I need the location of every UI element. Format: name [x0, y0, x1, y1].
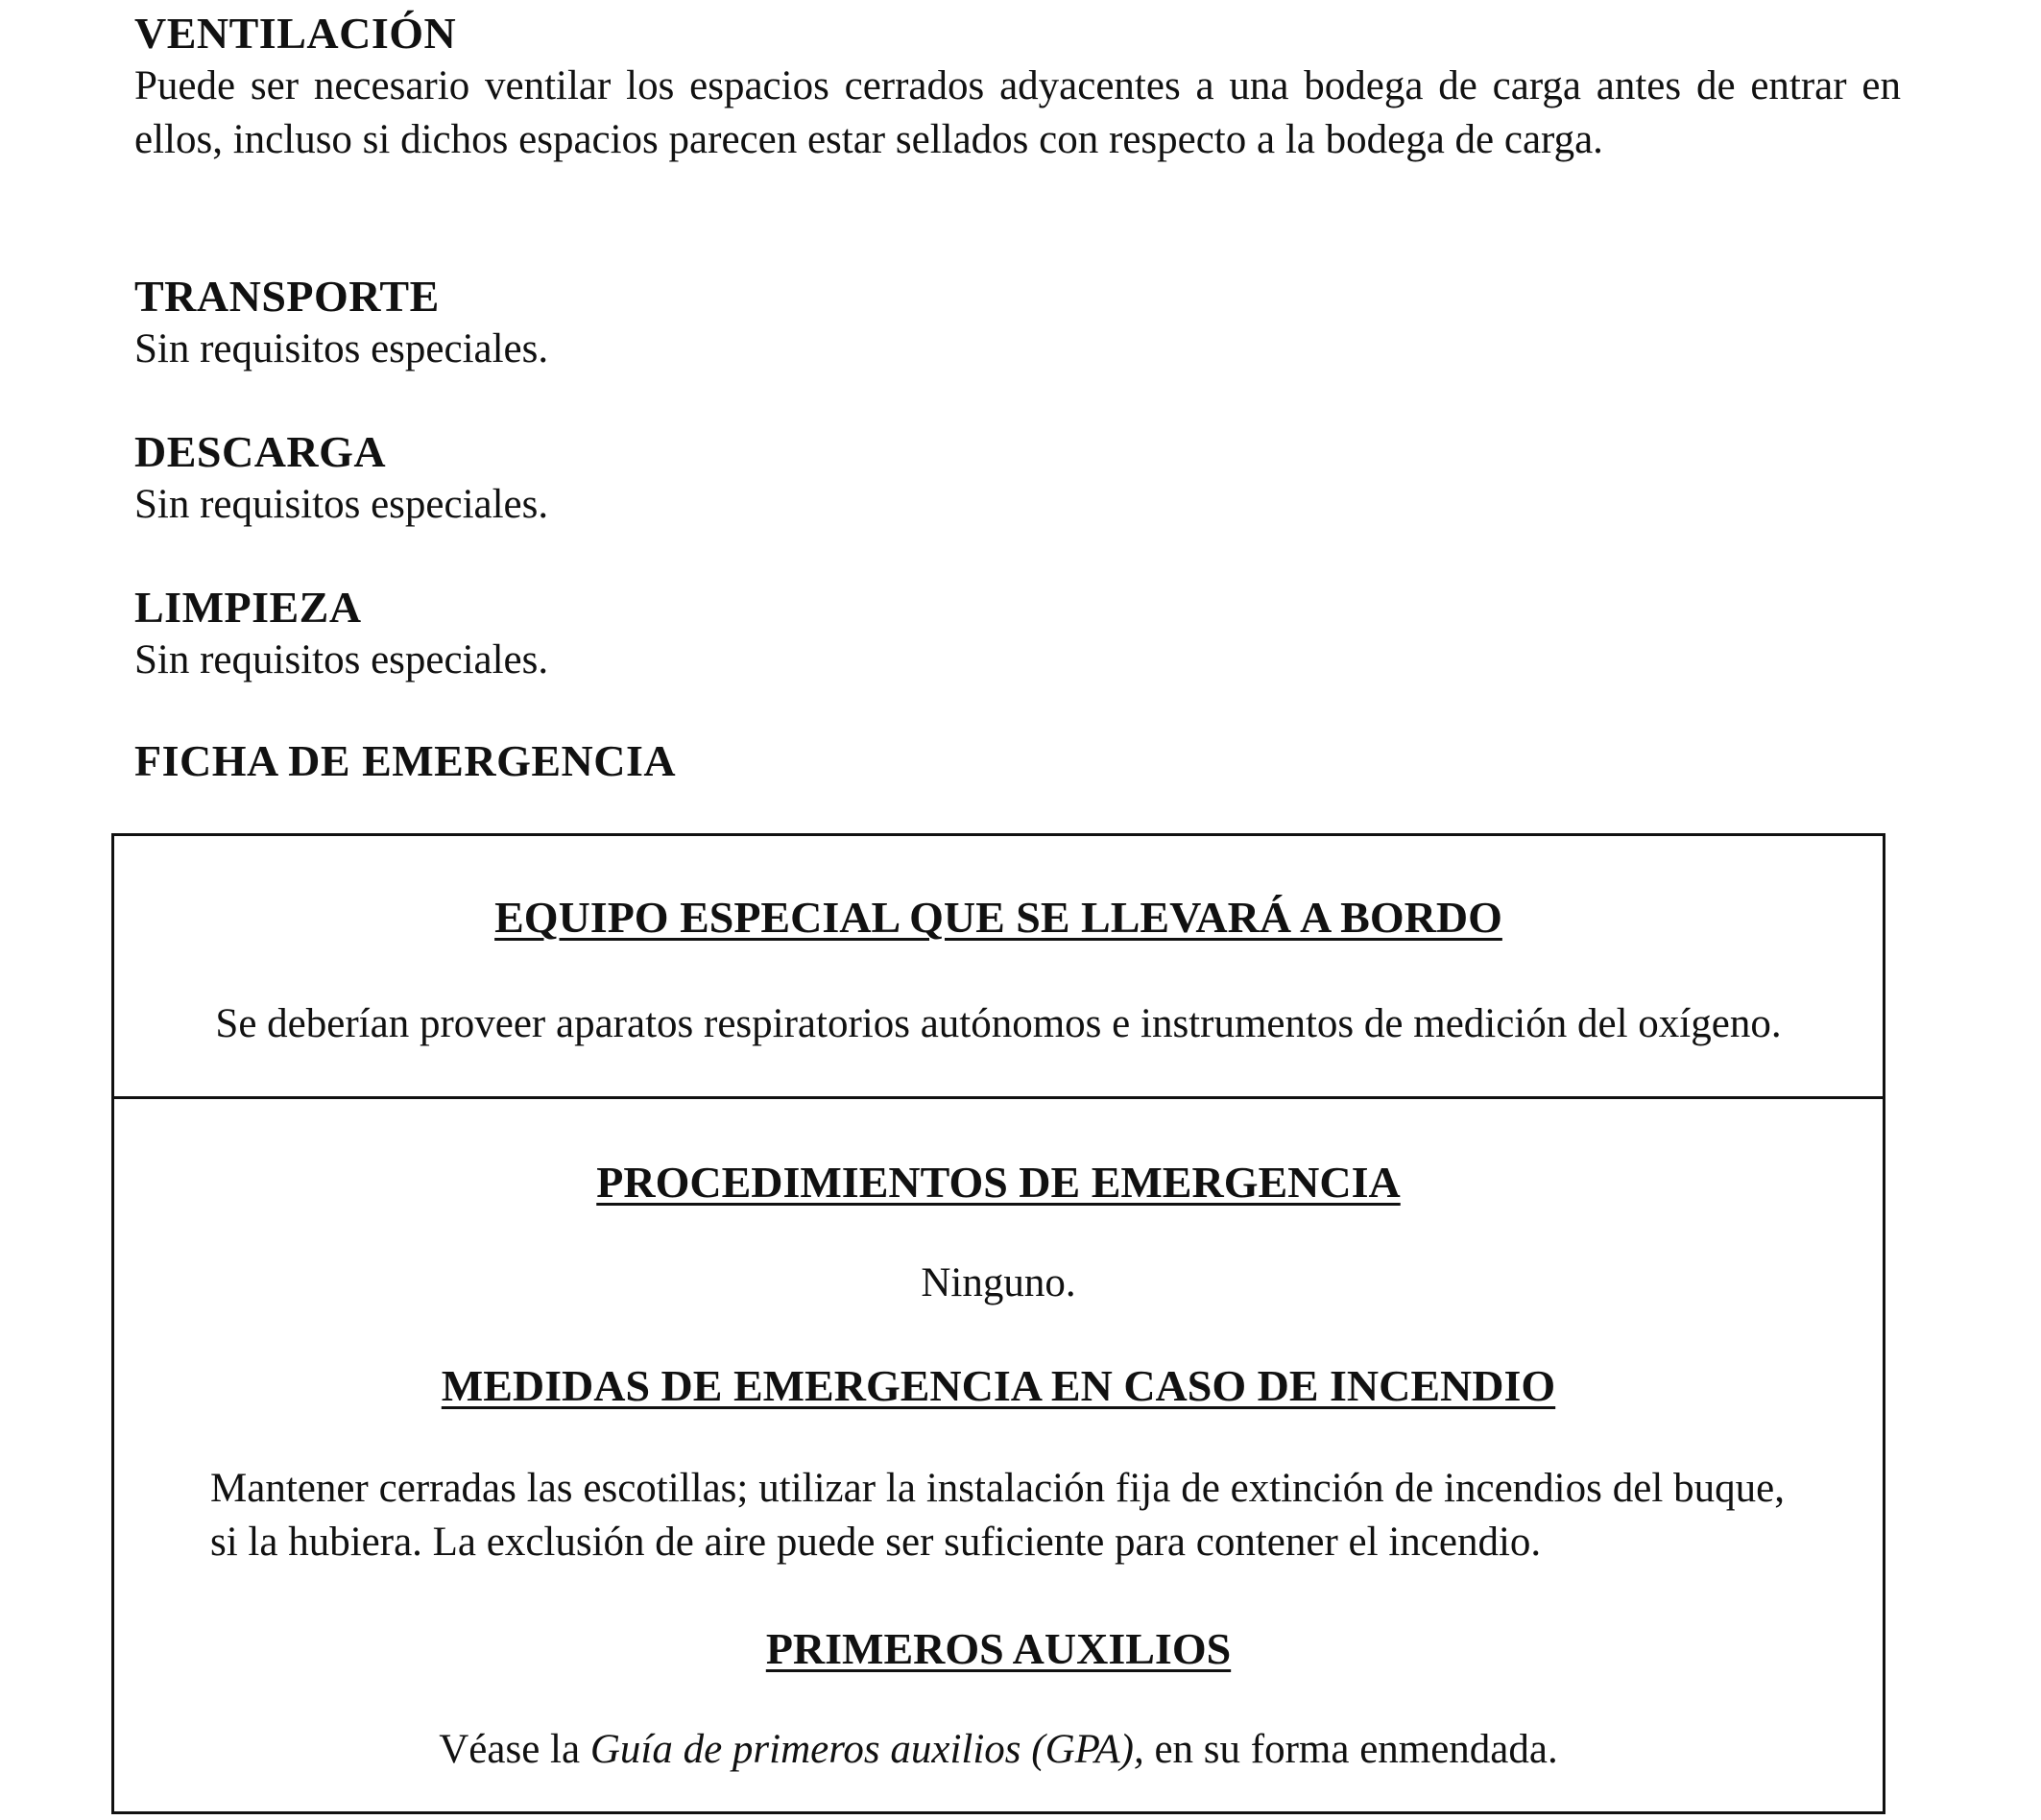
section-text: Sin requisitos especiales.: [134, 326, 549, 371]
section-heading: VENTILACIÓN: [134, 9, 457, 58]
section-ficha-emergencia: [134, 735, 1901, 787]
section-heading: DESCARGA: [134, 427, 387, 476]
procedimientos-heading-text: PROCEDIMIENTOS DE EMERGENCIA: [596, 1158, 1401, 1207]
emergency-card-box: [111, 833, 1885, 1814]
emergency-procedures-panel: [114, 1099, 1883, 1814]
incendio-heading: [114, 1360, 1883, 1412]
section-transporte: [134, 271, 1901, 376]
equipo-heading: [114, 892, 1883, 944]
section-heading: FICHA DE EMERGENCIA: [134, 736, 677, 785]
auxilios-text-after: en su forma enmendada.: [1143, 1727, 1558, 1772]
section-descarga: [134, 426, 1901, 532]
section-text: Sin requisitos especiales.: [134, 637, 549, 682]
incendio-text: Mantener cerradas las escotillas; utilizar la instalación fija de extinción de incendios del buque, si la hubiera. La exclusión de aire puede ser suficiente para contener el incendio.: [210, 1466, 1785, 1565]
section-heading: TRANSPORTE: [134, 272, 440, 321]
section-heading: LIMPIEZA: [134, 583, 362, 632]
auxilios-heading-text: PRIMEROS AUXILIOS: [765, 1624, 1232, 1673]
section-text: Sin requisitos especiales.: [134, 482, 549, 527]
equipo-panel: [114, 836, 1883, 1099]
auxilios-text-before: Véase la: [439, 1727, 590, 1772]
auxilios-guide-title: Guía de primeros auxilios (GPA),: [589, 1727, 1144, 1772]
equipo-text: Se deberían proveer aparatos respiratorios autónomos e instrumentos de medición del oxígeno.: [215, 1001, 1782, 1046]
section-text: Puede ser necesario ventilar los espacios cerrados adyacentes a una bodega de carga antes de entrar en ellos, incluso si dichos espacios parecen estar sellados con respecto a la bodega de carga.: [134, 63, 1901, 162]
section-ventilacion: [134, 8, 1901, 167]
auxilios-heading: [114, 1623, 1883, 1675]
equipo-heading-text: EQUIPO ESPECIAL QUE SE LLEVARÁ A BORDO: [494, 893, 1502, 942]
incendio-heading-text: MEDIDAS DE EMERGENCIA EN CASO DE INCENDIO: [441, 1361, 1556, 1410]
procedimientos-heading: [114, 1157, 1883, 1209]
section-limpieza: [134, 582, 1901, 687]
auxilios-text: [114, 1723, 1883, 1777]
procedimientos-text: Ninguno.: [921, 1260, 1076, 1305]
